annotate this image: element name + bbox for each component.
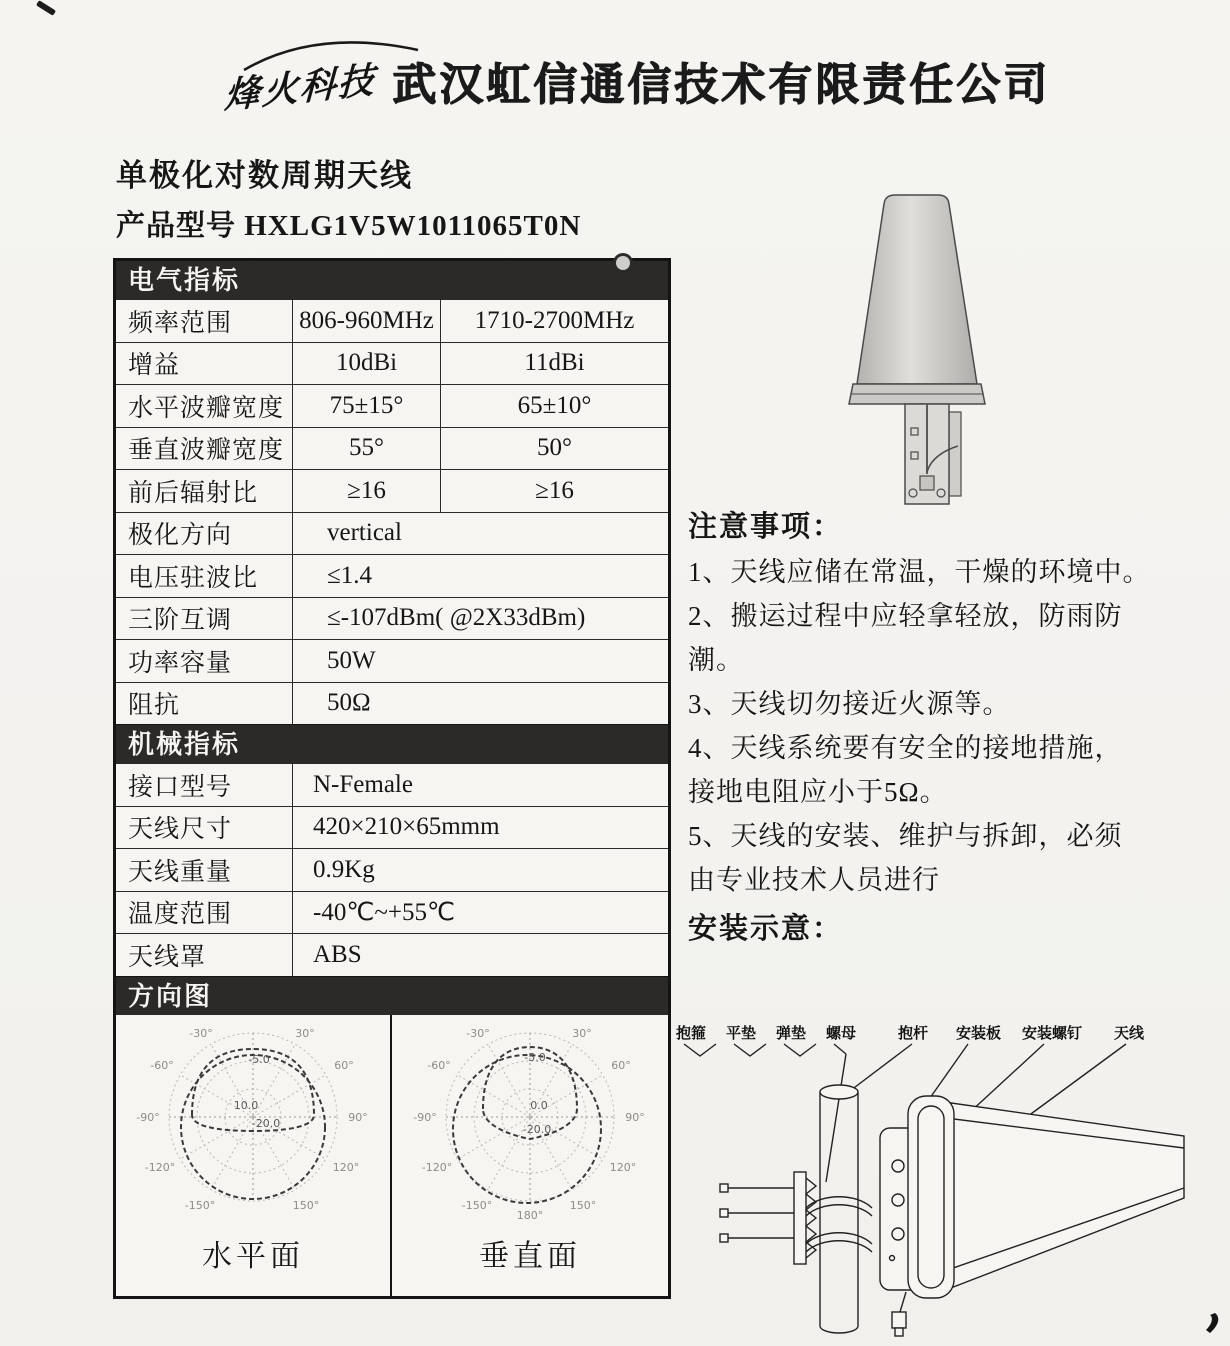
product-model: 产品型号 HXLG1V5W1011065T0N [116,210,582,242]
row-value-1: 806-960MHz [293,300,441,342]
caption-horizontal-plane: 水平面 [202,1239,304,1273]
angle-label: -30° [189,1026,213,1040]
table-row [116,512,668,555]
row-label: 前后辐射比 [116,470,293,512]
note-line: 由专业技术人员进行 [688,865,940,895]
row-label: 天线罩 [116,934,293,976]
row-label: 极化方向 [116,513,293,555]
row-label: 接口型号 [116,764,293,806]
angle-label: 120° [609,1160,637,1174]
angle-label: -150° [184,1198,216,1212]
polar-plot-horizontal [116,1015,392,1296]
row-value-2: 11dBi [524,349,585,377]
row-label: 垂直波瓣宽度 [116,428,293,470]
table-row [116,469,668,512]
angle-label: -90° [413,1110,437,1124]
row-value: 0.9Kg [313,855,375,883]
part-label: 抱杆 [898,1026,929,1042]
table-row [116,933,668,976]
table-row [116,427,668,470]
row-value: ≤1.4 [327,561,372,589]
angle-label: -90° [136,1110,160,1124]
section-header-electrical: 电气指标 [116,261,668,299]
angle-label: 90° [348,1110,368,1124]
angle-label: 30° [572,1026,592,1040]
part-label: 天线 [1114,1026,1145,1042]
row-value: 50W [327,646,376,674]
row-label: 水平波瓣宽度 [116,385,293,427]
caption-vertical-plane: 垂直面 [479,1239,581,1273]
scan-speck-icon [616,256,630,270]
row-label: 增益 [116,343,293,385]
part-label: 螺母 [826,1026,857,1042]
company-logo [218,34,398,124]
page-title: 单极化对数周期天线 [116,158,413,193]
part-label: 安装螺钉 [1022,1026,1083,1042]
note-line: 接地电阻应小于5Ω。 [688,777,948,807]
angle-label: -30° [466,1026,490,1040]
scan-mark-icon [36,0,56,16]
section-header-mechanical: 机械指标 [116,724,668,763]
row-label: 功率容量 [116,640,293,682]
table-row [116,682,668,725]
note-line: 1、天线应储在常温，干燥的环境中。 [688,557,1151,587]
row-label: 温度范围 [116,892,293,934]
logo-script-text: 烽火科技 [223,59,377,117]
radial-label: 0.0 [530,1098,548,1112]
angle-label: -150° [461,1198,493,1212]
note-line: 3、天线切勿接近火源等。 [688,689,1011,719]
angle-label: 30° [295,1026,315,1040]
polar-chart-vertical [405,1021,655,1229]
installation-diagram [668,1020,1226,1342]
angle-label: 60° [611,1058,631,1072]
row-value-2: 65±10° [517,391,592,419]
table-row [116,639,668,682]
row-value-1: 55° [293,428,441,470]
antenna-product-image [818,188,1043,518]
angle-label: 150° [292,1198,320,1212]
table-row [116,299,668,342]
part-label: 弹垫 [776,1026,807,1042]
row-label: 电压驻波比 [116,555,293,597]
table-row [116,891,668,934]
angle-label: 150° [569,1198,597,1212]
row-value-2: 1710-2700MHz [474,306,635,334]
row-label: 频率范围 [116,300,293,342]
angle-label: -60° [427,1058,451,1072]
row-value-1: 10dBi [293,343,441,385]
angle-label: 120° [332,1160,360,1174]
radial-label: -5.0 [248,1052,270,1066]
note-line: 潮。 [688,645,744,675]
table-row [116,342,668,385]
row-label: 天线尺寸 [116,807,293,849]
row-label: 三阶互调 [116,598,293,640]
table-row [116,554,668,597]
section-header-pattern: 方向图 [116,976,668,1015]
row-value-2: 50° [537,434,572,462]
notes-section [688,504,1228,952]
table-row [116,806,668,849]
note-line: 5、天线的安装、维护与拆卸，必须 [688,821,1123,851]
row-value: 50Ω [327,689,371,717]
note-line: 4、天线系统要有安全的接地措施， [688,733,1123,763]
radial-label: -20.0 [251,1116,281,1130]
row-value: N-Female [313,770,413,798]
row-label: 天线重量 [116,849,293,891]
row-value: -40℃~+55℃ [313,899,456,927]
part-label: 平垫 [726,1026,757,1042]
row-value: ≤-107dBm( @2X33dBm) [327,604,586,632]
pattern-panels [116,1015,668,1296]
angle-label: -120° [421,1160,453,1174]
radial-label: -20.0 [522,1122,552,1136]
part-label: 安装板 [956,1026,1002,1042]
spec-table [113,258,671,1299]
row-value-1: ≥16 [293,470,441,512]
angle-label: -120° [144,1160,176,1174]
company-name: 武汉虹信通信技术有限责任公司 [392,60,1050,109]
row-value: ABS [313,940,362,968]
install-title: 安装示意： [688,913,844,945]
polar-plot-vertical [392,1015,668,1296]
row-value: 420×210×65mmm [313,813,500,841]
angle-label: 90° [625,1110,645,1124]
note-line: 2、搬运过程中应轻拿轻放，防雨防 [688,601,1123,631]
row-value-1: 75±15° [293,385,441,427]
table-row [116,848,668,891]
angle-label: 180° [516,1208,544,1222]
page-corner-mark-icon [1205,1312,1221,1334]
radial-label: 10.0 [233,1098,259,1112]
polar-chart-horizontal [128,1021,378,1229]
table-row [116,763,668,806]
row-label: 阻抗 [116,683,293,725]
radial-label: -5.0 [524,1050,546,1064]
notes-title: 注意事项： [688,511,844,543]
row-value: vertical [327,519,402,547]
angle-label: -60° [150,1058,174,1072]
table-row [116,597,668,640]
table-row [116,384,668,427]
row-value-2: ≥16 [535,476,574,504]
angle-label: 60° [334,1058,354,1072]
part-label: 抱箍 [676,1026,707,1042]
